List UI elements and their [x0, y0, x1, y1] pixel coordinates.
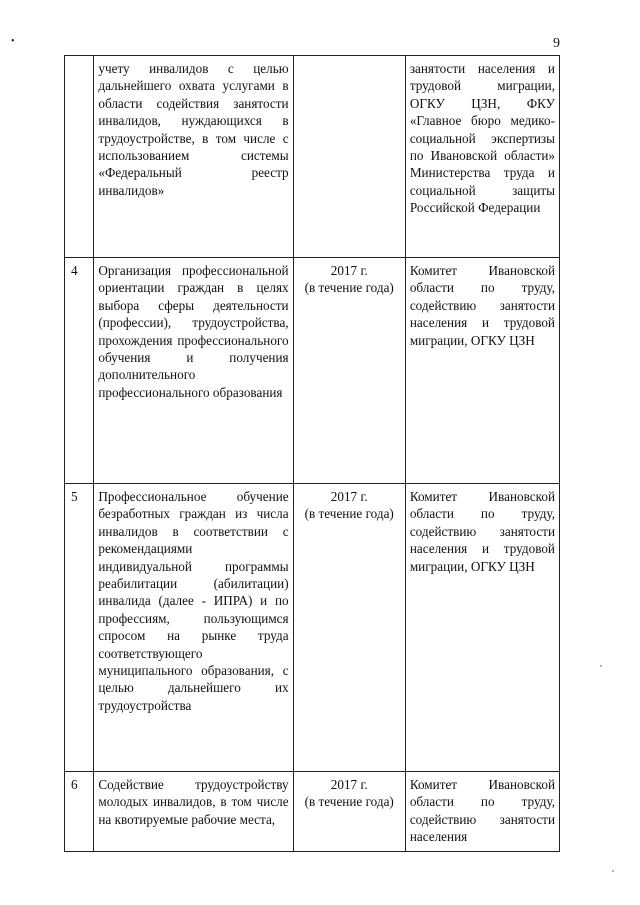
row-date-note: (в течение года) — [304, 794, 394, 810]
row-description: Организация профессиональной ориентации граждан в целях выбора сферы деятельности (профессии), трудоустройства, прохождения профессионального обучения и получения дополнительного профессионального образования — [94, 258, 293, 484]
row-number: 4 — [65, 258, 94, 484]
row-number: 6 — [65, 772, 94, 852]
scan-speck — [600, 665, 602, 667]
table-row — [65, 772, 560, 852]
row-responsible: Комитет Ивановской области по труду, содействию занятости населения и трудовой миграции, ОГКУ ЦЗН — [405, 258, 559, 484]
table-row — [65, 484, 560, 772]
row-description: Профессиональное обучение безработных граждан из числа инвалидов в соответствии с рекомендациями индивидуальной программы реабилитации (абилитации) инвалида (далее - ИПРА) и по профессиям, пользующимся спросом на рынке труда соответствующего муниципального образования, с целью дальнейшего их трудоустройства — [94, 484, 293, 772]
row-responsible: Комитет Ивановской области по труду, содействию занятости населения и трудовой миграции, ОГКУ ЦЗН — [405, 484, 559, 772]
row-date-year: 2017 г. — [330, 489, 368, 504]
row-date-year: 2017 г. — [330, 263, 368, 278]
row-date-note: (в течение года) — [304, 506, 394, 522]
scan-mark: • — [11, 36, 15, 47]
row-number — [65, 56, 94, 258]
row-description: учету инвалидов с целью дальнейшего охвата услугами в области содействия занятости инвалидов, нуждающихся в трудоустройстве, в том числе с использованием системы «Федеральный реестр инвалидов» — [94, 56, 293, 258]
row-description: Содействие трудоустройству молодых инвалидов, в том числе на квотируемые рабочие места, — [94, 772, 293, 852]
scan-speck — [612, 870, 614, 872]
row-number: 5 — [65, 484, 94, 772]
row-date — [293, 56, 405, 258]
row-date-note: (в течение года) — [304, 280, 394, 296]
row-date — [293, 772, 405, 852]
row-responsible: Комитет Ивановской области по труду, содействию занятости населения — [405, 772, 559, 852]
row-responsible: занятости населения и трудовой миграции, ОГКУ ЦЗН, ФКУ «Главное бюро медико-социальной экспертизы по Ивановской области» Министерства труда и социальной защиты Российской Федерации — [405, 56, 559, 258]
table-row — [65, 258, 560, 484]
measures-table — [64, 55, 560, 852]
row-date-year: 2017 г. — [330, 777, 368, 792]
row-date — [293, 258, 405, 484]
table-row — [65, 56, 560, 258]
row-date — [293, 484, 405, 772]
page-number: 9 — [553, 36, 560, 51]
